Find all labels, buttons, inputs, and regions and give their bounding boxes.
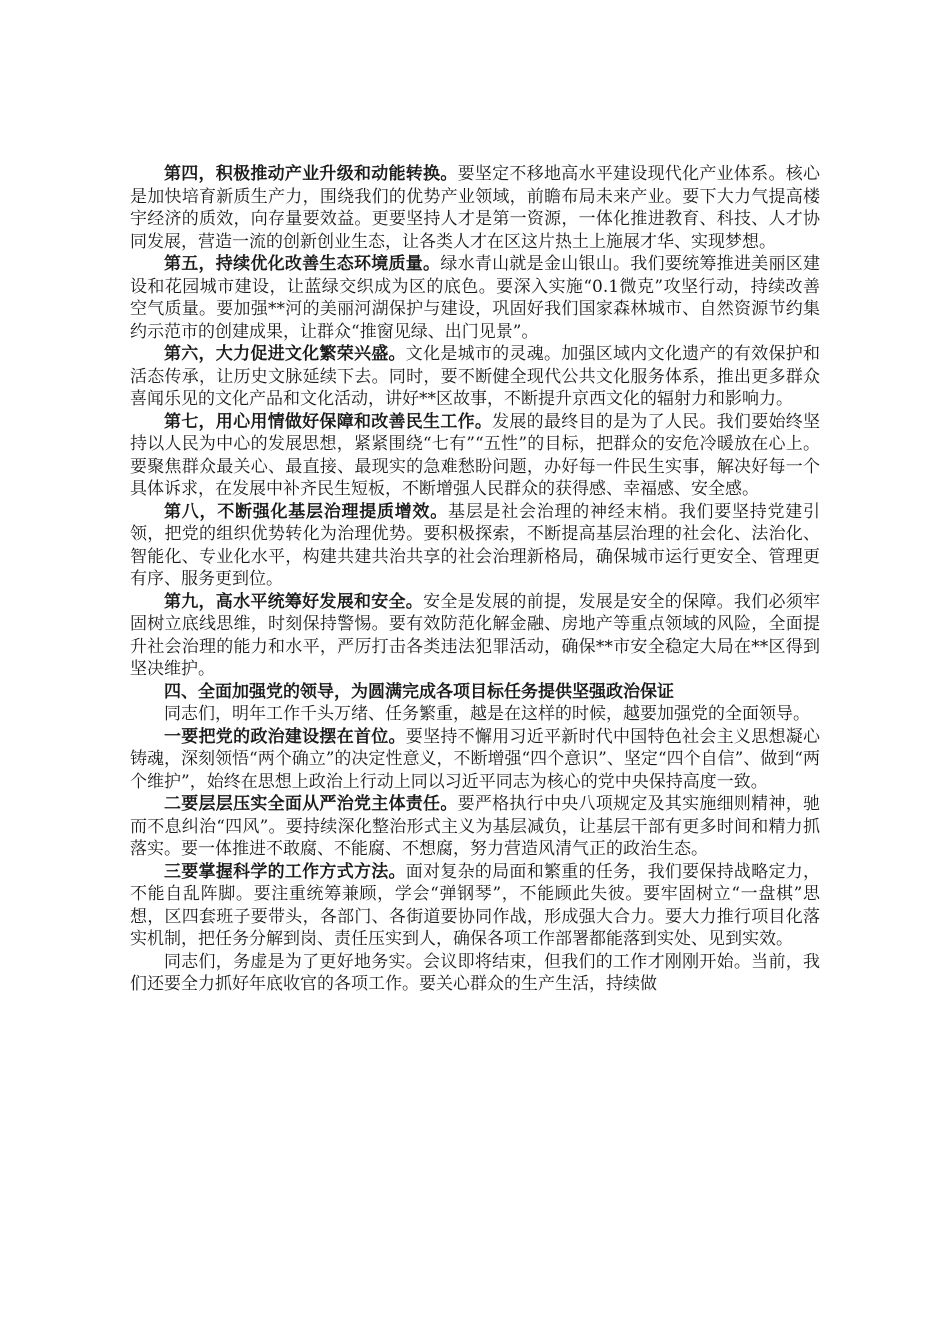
paragraph-heading: 三要掌握科学的工作方式方法。 xyxy=(164,861,406,882)
paragraph-fifth xyxy=(130,253,820,343)
paragraph-heading: 一要把党的政治建设摆在首位。 xyxy=(164,726,406,747)
paragraph-text: 要严格执行中央八项规定及其实施细则精神，驰而不息纠治“四风”。要持续深化整治形式主义为基层减负，让基层干部有更多时间和精力抓落实。要一体推进不敢腐、不能腐、不想腐，努力营造风清气正的政治生态。 xyxy=(130,794,820,859)
paragraph-closing xyxy=(130,951,820,996)
paragraph-text: 发展的最终目的是为了人民。我们要始终坚持以人民为中心的发展思想，紧紧围绕“七有”“五性”的目标，把群众的安危冷暖放在心上。要聚焦群众最关心、最直接、最现实的急难愁盼问题，办好每一件民生实事，解决好每一个具体诉求，在发展中补齐民生短板，不断增强人民群众的获得感、幸福感、安全感。 xyxy=(130,411,821,499)
paragraph-text: 要坚定不移地高水平建设现代化产业体系。核心是加快培育新质生产力，围绕我们的优势产业领域，前瞻布局未来产业。要下大力气提高楼宇经济的质效，向存量要效益。更要坚持人才是第一资源，一体化推进教育、科技、人才协同发展，营造一流的创新创业生态，让各类人才在区这片热土上施展才华、实现梦想。 xyxy=(130,164,820,252)
paragraph-heading: 第九，高水平统筹好发展和安全。 xyxy=(164,591,424,612)
paragraph-first-requirement xyxy=(130,726,820,794)
section-heading-four xyxy=(130,681,820,704)
paragraph-heading: 第七，用心用情做好保障和改善民生工作。 xyxy=(164,411,493,432)
paragraph-heading: 第六，大力促进文化繁荣兴盛。 xyxy=(164,344,406,364)
paragraph-text: 文化是城市的灵魂。加强区域内文化遗产的有效保护和活态传承，让历史文脉延续下去。同时，要不断健全现代公共文化服务体系，推出更多群众喜闻乐见的文化产品和文化活动，讲好**区故事，不断提升京西文化的辐射力和影响力。 xyxy=(130,344,821,409)
document-body xyxy=(130,163,820,996)
paragraph-intro xyxy=(130,703,820,726)
paragraph-heading: 第四，积极推动产业升级和动能转换。 xyxy=(164,164,458,184)
paragraph-ninth xyxy=(130,591,820,681)
paragraph-text: 面对复杂的局面和繁重的任务，我们要保持战略定力，不能自乱阵脚。要注重统筹兼顾，学会“弹钢琴”，不能顾此失彼。要牢固树立“一盘棋”思想，区四套班子要带头，各部门、各街道要协同作战，形成强大合力。要大力推行项目化落实机制，把任务分解到岗、责任压实到人，确保各项工作部署都能落到实处、见到实效。 xyxy=(130,861,821,949)
paragraph-text: 同志们，明年工作千头万绪、任务繁重，越是在这样的时候，越要加强党的全面领导。 xyxy=(164,704,810,724)
paragraph-fourth xyxy=(130,163,820,253)
paragraph-text: 同志们，务虚是为了更好地务实。会议即将结束，但我们的工作才刚刚开始。当前，我们还要全力抓好年底收官的各项工作。要关心群众的生产生活，持续做 xyxy=(130,951,820,994)
paragraph-third-requirement xyxy=(130,861,820,951)
paragraph-text: 基层是社会治理的神经末梢。我们要坚持党建引领，把党的组织优势转化为治理优势。要积极探索，不断提高基层治理的社会化、法治化、智能化、专业化水平，构建共建共治共享的社会治理新格局，确保城市运行更安全、管理更有序、服务更到位。 xyxy=(130,501,820,589)
section-heading: 四、全面加强党的领导，为圆满完成各项目标任务提供坚强政治保证 xyxy=(164,681,674,702)
paragraph-text: 要坚持不懈用习近平新时代中国特色社会主义思想凝心铸魂，深刻领悟“两个确立”的决定性意义，不断增强“四个意识”、坚定“四个自信”、做到“两个维护”，始终在思想上政治上行动上同以习近平同志为核心的党中央保持高度一致。 xyxy=(130,726,821,792)
paragraph-seventh xyxy=(130,411,820,501)
paragraph-eighth xyxy=(130,501,820,591)
paragraph-heading: 二要层层压实全面从严治党主体责任。 xyxy=(164,794,458,814)
paragraph-heading: 第五，持续优化改善生态环境质量。 xyxy=(164,254,441,274)
paragraph-heading: 第八，不断强化基层治理提质增效。 xyxy=(164,501,448,522)
paragraph-sixth xyxy=(130,343,820,411)
paragraph-text: 安全是发展的前提，发展是安全的保障。我们必须牢固树立底线思维，时刻保持警惕。要有效防范化解金融、房地产等重点领域的风险，全面提升社会治理的能力和水平，严厉打击各类违法犯罪活动，确保**市安全稳定大局在**区得到坚决维护。 xyxy=(130,591,821,679)
paragraph-second-requirement xyxy=(130,793,820,861)
paragraph-text: 绿水青山就是金山银山。我们要统筹推进美丽区建设和花园城市建设，让蓝绿交织成为区的底色。要深入实施“0.1微克”攻坚行动，持续改善空气质量。要加强**河的美丽河湖保护与建设，巩固好我们国家森林城市、自然资源节约集约示范市的创建成果，让群众“推窗见绿、出门见景”。 xyxy=(130,254,821,342)
